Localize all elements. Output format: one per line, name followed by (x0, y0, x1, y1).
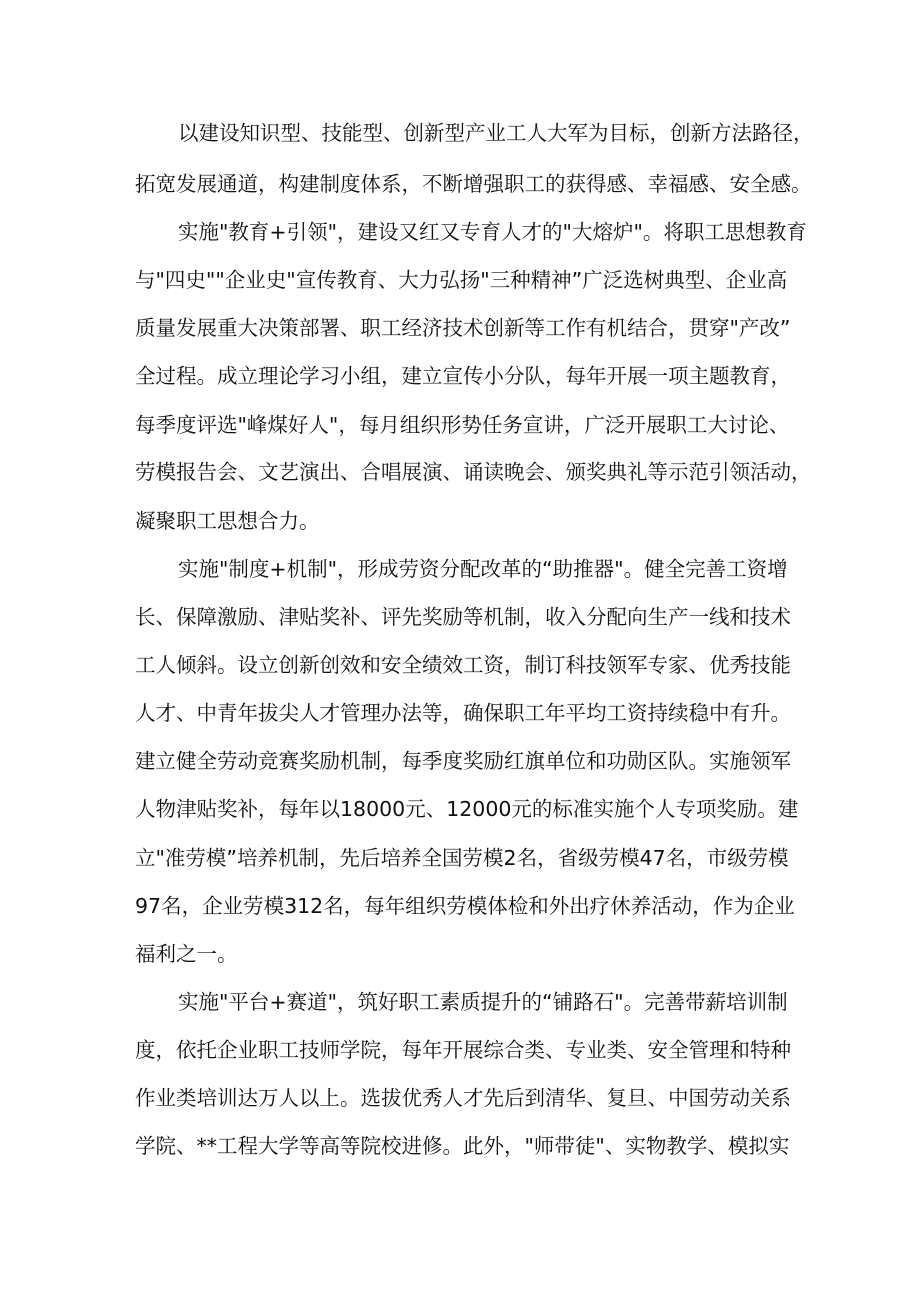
paragraph-3-line-8: 97名，企业劳模312名，每年组织劳模体检和外出疗休养活动，作为企业 (135, 894, 795, 918)
paragraph-4-line-2: 度，依托企业职工技师学院，每年开展综合类、专业类、安全管理和特种 (135, 1038, 791, 1062)
paragraph-3-line-5: 建立健全劳动竞赛奖励机制，每季度奖励红旗单位和功勋区队。实施领军 (135, 749, 791, 773)
paragraph-3-line-9: 福利之一。 (135, 942, 238, 966)
paragraph-4-line-3: 作业类培训达万人以上。选拔优秀人才先后到清华、复旦、中国劳动关系 (135, 1086, 791, 1110)
paragraph-4-line-4: 学院、**工程大学等高等院校进修。此外，"师带徒"、实物教学、模拟实 (135, 1134, 790, 1158)
paragraph-2-line-5: 每季度评选"峰煤好人"，每月组织形势任务宣讲，广泛开展职工大讨论、 (135, 413, 790, 437)
paragraph-3-line-2: 长、保障激励、津贴奖补、评先奖励等机制，收入分配向生产一线和技术 (135, 605, 791, 629)
paragraph-1-line-2: 拓宽发展通道，构建制度体系，不断增强职工的获得感、幸福感、安全感。 (135, 172, 812, 196)
paragraph-2-line-1: 实施"教育+引领"，建设又红又专育人才的"大熔炉"。将职工思想教育 (178, 220, 807, 244)
paragraph-1-line-1: 以建设知识型、技能型、创新型产业工人大军为目标，创新方法路径， (178, 121, 814, 145)
paragraph-2-line-3: 质量发展重大决策部署、职工经济技术创新等工作有机结合，贯穿"产改” (135, 316, 791, 340)
paragraph-3-line-3: 工人倾斜。设立创新创效和安全绩效工资，制订科技领军专家、优秀技能 (135, 653, 791, 677)
paragraph-2-line-7: 凝聚职工思想合力。 (135, 509, 320, 533)
paragraph-2-line-2: 与"四史""企业史"宣传教育、大力弘扬"三种精神”广泛选树典型、企业高 (135, 268, 788, 292)
paragraph-2-line-6: 劳模报告会、文艺演出、合唱展演、诵读晚会、颁奖典礼等示范引领活动， (135, 460, 812, 484)
paragraph-3-line-4: 人才、中青年拔尖人才管理办法等，确保职工年平均工资持续稳中有升。 (135, 701, 791, 725)
paragraph-3-line-6: 人物津贴奖补，每年以18000元、12000元的标准实施个人专项奖励。建 (135, 797, 799, 821)
paragraph-3-line-7: 立"准劳模”培养机制，先后培养全国劳模2名，省级劳模47名，市级劳模 (135, 846, 789, 870)
paragraph-2-line-4: 全过程。成立理论学习小组，建立宣传小分队，每年开展一项主题教育， (135, 364, 791, 388)
paragraph-4-line-1: 实施"平台+赛道"，筑好职工素质提升的“铺路石"。完善带薪培训制 (178, 990, 788, 1014)
paragraph-3-line-1: 实施"制度+机制"，形成劳资分配改革的“助推器"。健全完善工资增 (178, 557, 788, 581)
